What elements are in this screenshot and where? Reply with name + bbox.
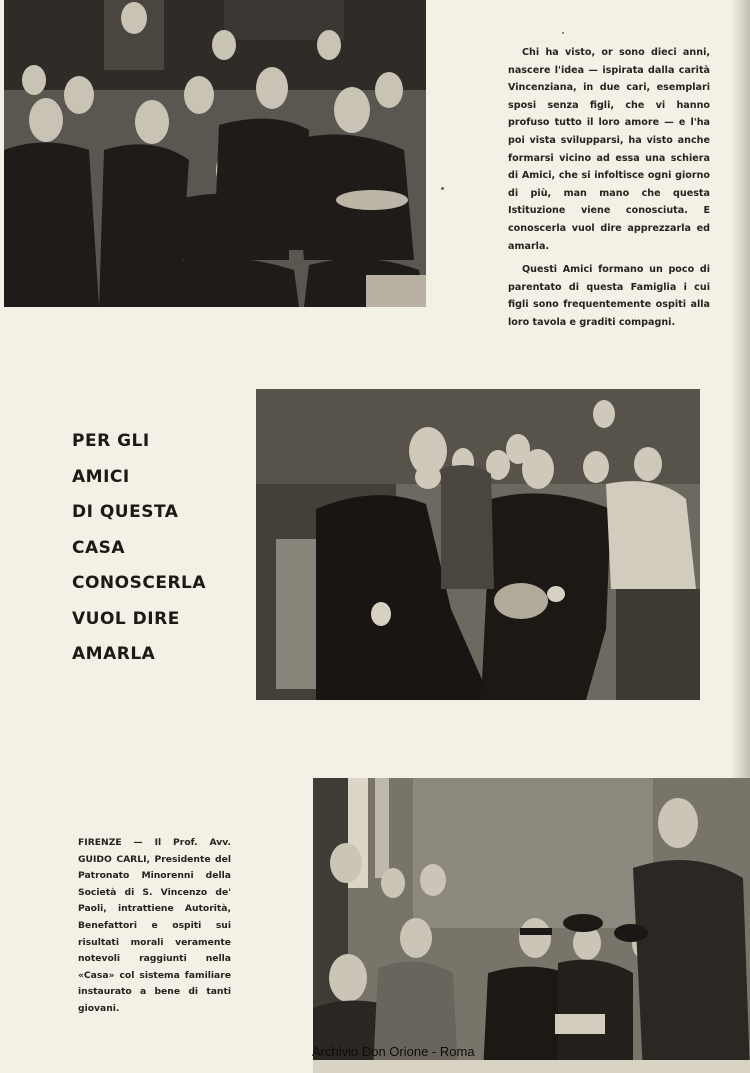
- photo-caption: FIRENZE — Il Prof. Avv. GUIDO CARLI, Presidente del Patronato Minorenni della Società di S. Vincenzo de' Paoli, intrattiene Autorità, Benefattori e ospiti sui risultati morali veramente notevoli raggiunti nella «Casa» col sistema familiare instaurato a bene di tanti giovani.: [78, 837, 231, 1014]
- print-speck: [562, 32, 564, 34]
- photo-speaker-audience: [313, 778, 750, 1073]
- headline: [72, 424, 252, 673]
- print-speck: [441, 187, 444, 190]
- headline-line: VUOL DIRE: [72, 608, 180, 629]
- headline-line: AMICI: [72, 466, 130, 487]
- headline-line: AMARLA: [72, 644, 156, 664]
- photo-priest-and-guests: [256, 389, 700, 700]
- intro-paragraph-2: Questi Amici formano un poco di parentato di questa Famiglia i cui figli sono frequentemente ospiti alla loro tavola e graditi compagni.: [508, 264, 710, 328]
- archive-label: Archivio Don Orione - Roma: [312, 1044, 475, 1059]
- intro-text: [508, 44, 710, 338]
- headline-line: PER GLI: [72, 431, 150, 451]
- photo-audience-men: [4, 0, 426, 307]
- headline-line: DI QUESTA: [72, 502, 179, 522]
- headline-line: CONOSCERLA: [72, 573, 207, 593]
- headline-line: CASA: [72, 537, 126, 558]
- intro-paragraph-1: Chi ha visto, or sono dieci anni, nascere l'idea — ispirata dalla carità Vincenziana, in due cari, esemplari sposi senza figli, che vi hanno profuso tutto il loro amore — e l'ha poi vista svilupparsi, ha visto anche formarsi vicino ad essa una schiera di Amici, che si infoltisce ogni giorno di più, man mano che questa Istituzione viene conosciuta. E conoscerla vuol dire apprezzarla ed amarla.: [508, 47, 710, 252]
